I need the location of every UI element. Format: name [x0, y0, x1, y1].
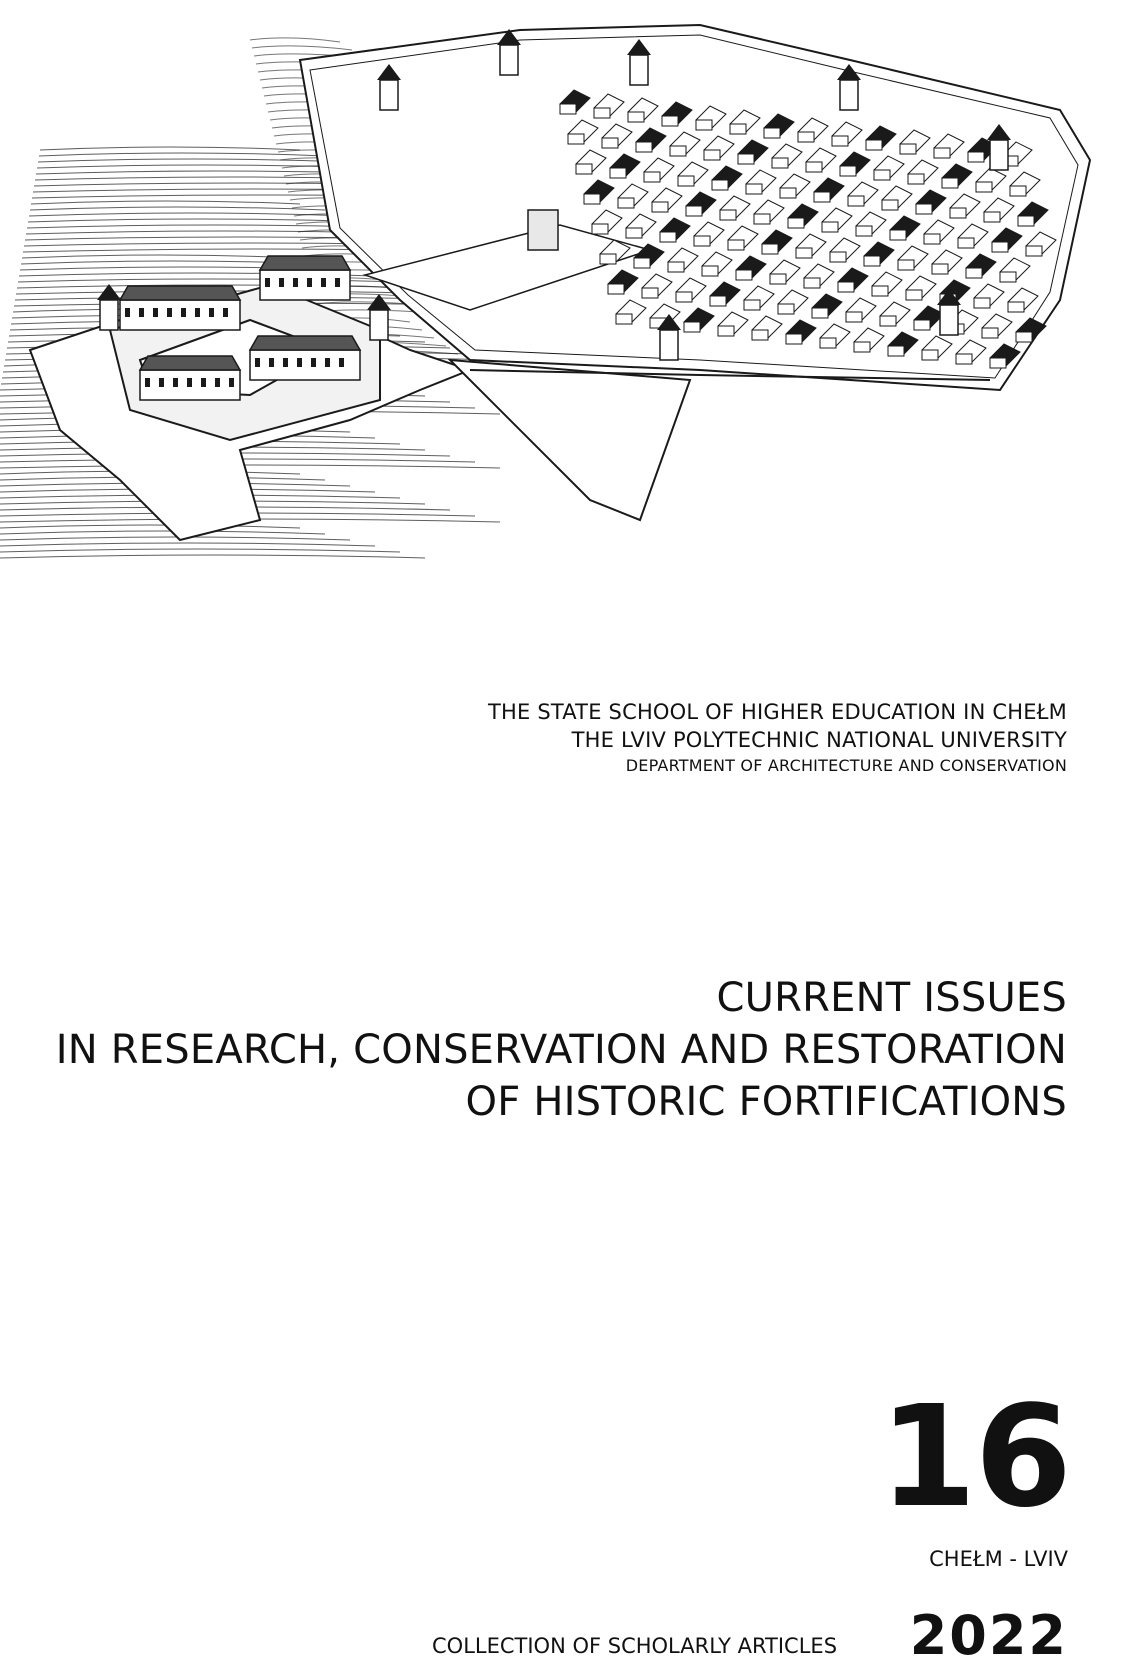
house-wall [712, 180, 728, 190]
house-wall [888, 346, 904, 356]
castle-window [297, 358, 302, 367]
river-stroke [30, 207, 325, 210]
house-wall [600, 254, 616, 264]
house-wall [874, 170, 890, 180]
castle-window [335, 278, 340, 287]
river-stroke [31, 201, 300, 204]
house-wall [762, 244, 778, 254]
house-wall [1016, 332, 1032, 342]
house-wall [602, 138, 618, 148]
house-wall [1018, 216, 1034, 226]
castle-window [283, 358, 288, 367]
publication-title [56, 972, 1067, 1128]
castle-window [223, 308, 228, 317]
house-wall [576, 164, 592, 174]
tower-body [940, 305, 958, 335]
tower-body [630, 55, 648, 85]
castle-window [279, 278, 284, 287]
river-stroke [39, 153, 325, 156]
house-wall [652, 202, 668, 212]
house-wall [770, 274, 786, 284]
castle-window [187, 378, 192, 387]
river-stroke [252, 46, 352, 50]
river-stroke [0, 531, 325, 534]
house-wall [696, 120, 712, 130]
house-wall [942, 178, 958, 188]
house-wall [594, 108, 610, 118]
house-wall [778, 304, 794, 314]
house-wall [670, 146, 686, 156]
castle-window [339, 358, 344, 367]
house-wall [804, 278, 820, 288]
house-wall [738, 154, 754, 164]
house-wall [916, 204, 932, 214]
house-wall [772, 158, 788, 168]
house-wall [642, 288, 658, 298]
castle-window [307, 278, 312, 287]
house-wall [820, 338, 836, 348]
house-wall [900, 144, 916, 154]
house-wall [814, 192, 830, 202]
castle-window [181, 308, 186, 317]
house-wall [846, 312, 862, 322]
house-wall [634, 258, 650, 268]
house-wall [644, 172, 660, 182]
house-wall [786, 334, 802, 344]
castle-window [229, 378, 234, 387]
house-wall [922, 350, 938, 360]
publication-year: 2022 [909, 1604, 1068, 1667]
house-wall [906, 290, 922, 300]
house-wall [568, 134, 584, 144]
river-stroke [0, 465, 500, 468]
house-wall [812, 308, 828, 318]
house-wall [974, 298, 990, 308]
castle-window [153, 308, 158, 317]
institution-line: THE STATE SCHOOL OF HIGHER EDUCATION IN CHEŁM [487, 700, 1067, 724]
tower-body [990, 140, 1008, 170]
house-wall [728, 240, 744, 250]
house-wall [1008, 302, 1024, 312]
house-wall [984, 212, 1000, 222]
house-wall [982, 328, 998, 338]
house-wall [736, 270, 752, 280]
house-wall [694, 236, 710, 246]
house-wall [914, 320, 930, 330]
house-wall [848, 196, 864, 206]
castle-wing-wall [120, 300, 240, 330]
house-wall [608, 284, 624, 294]
river-stroke [0, 525, 300, 528]
house-wall [684, 322, 700, 332]
house-wall [660, 232, 676, 242]
castle-window [167, 308, 172, 317]
river-stroke [38, 159, 350, 162]
castle-window [173, 378, 178, 387]
house-wall [754, 214, 770, 224]
tower-body [370, 310, 388, 340]
house-wall [880, 316, 896, 326]
house-wall [806, 162, 822, 172]
house-wall [752, 330, 768, 340]
house-wall [610, 168, 626, 178]
castle-window [325, 358, 330, 367]
cover-illustration [0, 0, 1140, 560]
title-line: OF HISTORIC FORTIFICATIONS [465, 1079, 1067, 1125]
title-line: CURRENT ISSUES [716, 975, 1067, 1021]
house-wall [678, 176, 694, 186]
house-wall [788, 218, 804, 228]
castle-window [293, 278, 298, 287]
castle-window [255, 358, 260, 367]
castle-window [311, 358, 316, 367]
house-wall [1010, 186, 1026, 196]
house-wall [866, 140, 882, 150]
house-wall [702, 266, 718, 276]
river-stroke [40, 147, 300, 150]
house-wall [840, 166, 856, 176]
house-wall [908, 174, 924, 184]
volume-number: 16 [879, 1376, 1070, 1539]
house-wall [704, 150, 720, 160]
house-wall [710, 296, 726, 306]
river-stroke [22, 255, 300, 258]
house-wall [934, 148, 950, 158]
institutions-block [488, 698, 1067, 778]
castle-window [269, 358, 274, 367]
house-wall [592, 224, 608, 234]
fortress-town-engraving [0, 0, 1140, 560]
house-wall [1026, 246, 1042, 256]
house-wall [990, 358, 1006, 368]
river-stroke [28, 219, 375, 222]
house-wall [872, 286, 888, 296]
house-wall [718, 326, 734, 336]
castle-window [209, 308, 214, 317]
castle-window [321, 278, 326, 287]
house-wall [856, 226, 872, 236]
river-stroke [0, 537, 350, 540]
house-wall [668, 262, 684, 272]
castle-window [145, 378, 150, 387]
house-wall [560, 104, 576, 114]
house-wall [976, 182, 992, 192]
castle-window [201, 378, 206, 387]
house-wall [950, 208, 966, 218]
house-wall [932, 264, 948, 274]
house-wall [864, 256, 880, 266]
house-wall [746, 184, 762, 194]
house-wall [966, 268, 982, 278]
castle-window [195, 308, 200, 317]
house-wall [764, 128, 780, 138]
tower-body [840, 80, 858, 110]
house-wall [968, 152, 984, 162]
house-wall [854, 342, 870, 352]
department-line: DEPARTMENT OF ARCHITECTURE AND CONSERVATION [625, 756, 1067, 775]
river-stroke [250, 38, 340, 42]
house-wall [838, 282, 854, 292]
house-wall [584, 194, 600, 204]
house-wall [898, 260, 914, 270]
river-stroke [0, 543, 375, 546]
house-wall [958, 238, 974, 248]
house-wall [636, 142, 652, 152]
castle-wing-roof [250, 336, 360, 350]
house-wall [1000, 272, 1016, 282]
house-wall [618, 198, 634, 208]
castle-window [125, 308, 130, 317]
castle-wing-roof [120, 286, 240, 300]
river-stroke [0, 555, 425, 558]
castle-wing-roof [260, 256, 350, 270]
house-wall [890, 230, 906, 240]
house-wall [686, 206, 702, 216]
house-wall [956, 354, 972, 364]
house-wall [730, 124, 746, 134]
castle-wing-roof [140, 356, 240, 370]
house-wall [744, 300, 760, 310]
publication-place: CHEŁM - LVIV [929, 1547, 1068, 1571]
house-wall [822, 222, 838, 232]
house-wall [992, 242, 1008, 252]
house-wall [780, 188, 796, 198]
house-wall [924, 234, 940, 244]
tower-body [380, 80, 398, 110]
collection-label: COLLECTION OF SCHOLARLY ARTICLES [432, 1634, 838, 1658]
house-wall [798, 132, 814, 142]
castle-window [215, 378, 220, 387]
house-wall [720, 210, 736, 220]
house-wall [796, 248, 812, 258]
institution-line: THE LVIV POLYTECHNIC NATIONAL UNIVERSITY [571, 728, 1067, 752]
tower-body [500, 45, 518, 75]
house-wall [662, 116, 678, 126]
castle-window [265, 278, 270, 287]
house-wall [628, 112, 644, 122]
castle-window [139, 308, 144, 317]
house-wall [832, 136, 848, 146]
tower-body [100, 300, 118, 330]
tower-body [660, 330, 678, 360]
castle-window [159, 378, 164, 387]
house-wall [676, 292, 692, 302]
river-stroke [0, 549, 400, 552]
title-line: IN RESEARCH, CONSERVATION AND RESTORATION [55, 1027, 1067, 1073]
house-wall [626, 228, 642, 238]
house-wall [830, 252, 846, 262]
house-wall [616, 314, 632, 324]
house-wall [882, 200, 898, 210]
